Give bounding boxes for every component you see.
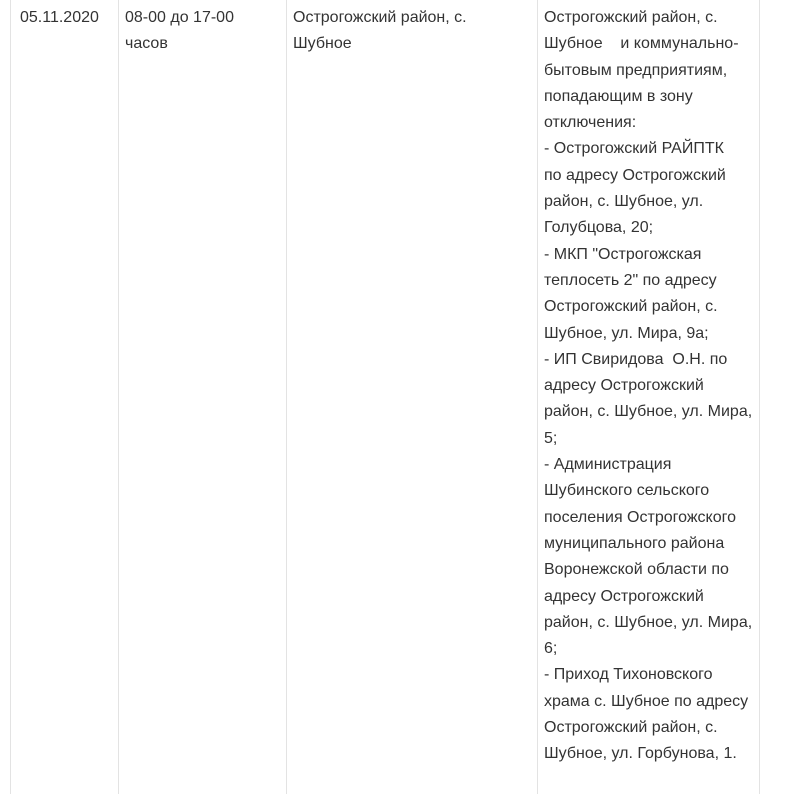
area-line: Острогожский район, с. (293, 9, 467, 26)
consumer-line: - Администрация (544, 456, 672, 474)
consumer-line: по адресу Острогожский (544, 166, 726, 184)
consumer-line: теплосеть 2" по адресу (544, 271, 717, 289)
column-divider (10, 0, 11, 794)
date-text: 05.11.2020 (20, 9, 99, 26)
consumer-line: - Приход Тихоновского (544, 666, 713, 684)
consumer-line: район, с. Шубное, ул. Мира, (544, 403, 753, 421)
consumer-line: Шубное, ул. Горбунова, 1. (544, 745, 737, 763)
consumer-line: Шубинского сельского (544, 482, 710, 500)
consumer-line: храма с. Шубное по адресу (544, 692, 749, 710)
consumer-line: - Острогожский РАЙПТК (544, 140, 724, 158)
consumer-line: адресу Острогожский (544, 587, 704, 605)
time-line: часов (125, 35, 168, 53)
consumer-line: Острогожский район, с. (544, 298, 718, 316)
consumer-line: муниципального района (544, 534, 725, 552)
consumer-line: бытовым предприятиям, (544, 61, 728, 79)
consumer-line: - МКП "Острогожская (544, 245, 702, 263)
consumer-line: район, с. Шубное, ул. Мира, (544, 613, 753, 631)
time-line: 08-00 до 17-00 (125, 9, 234, 26)
column-divider (759, 0, 760, 794)
time-cell (125, 0, 283, 58)
consumer-line: 6; (544, 640, 558, 658)
consumer-line: попадающим в зону (544, 87, 693, 105)
consumer-line: адресу Острогожский (544, 377, 704, 395)
consumer-line: Воронежской области по (544, 561, 729, 579)
consumer-line: - ИП Свиридова О.Н. по (544, 350, 728, 368)
consumers-cell (544, 0, 758, 768)
consumer-line: отключения: (544, 114, 637, 132)
consumer-line: Острогожский район, с. (544, 719, 718, 737)
date-cell (20, 0, 116, 31)
column-divider (537, 0, 538, 794)
column-divider (286, 0, 287, 794)
area-cell (293, 0, 533, 58)
consumer-line: поселения Острогожского (544, 508, 736, 526)
consumer-line: Шубное и коммунально- (544, 35, 739, 53)
consumer-line: Голубцова, 20; (544, 219, 654, 237)
consumer-line: район, с. Шубное, ул. (544, 193, 704, 211)
consumer-line: Острогожский район, с. (544, 9, 718, 26)
consumer-line: Шубное, ул. Мира, 9а; (544, 324, 709, 342)
consumer-line: 5; (544, 429, 558, 447)
column-divider (118, 0, 119, 794)
area-line: Шубное (293, 35, 352, 53)
